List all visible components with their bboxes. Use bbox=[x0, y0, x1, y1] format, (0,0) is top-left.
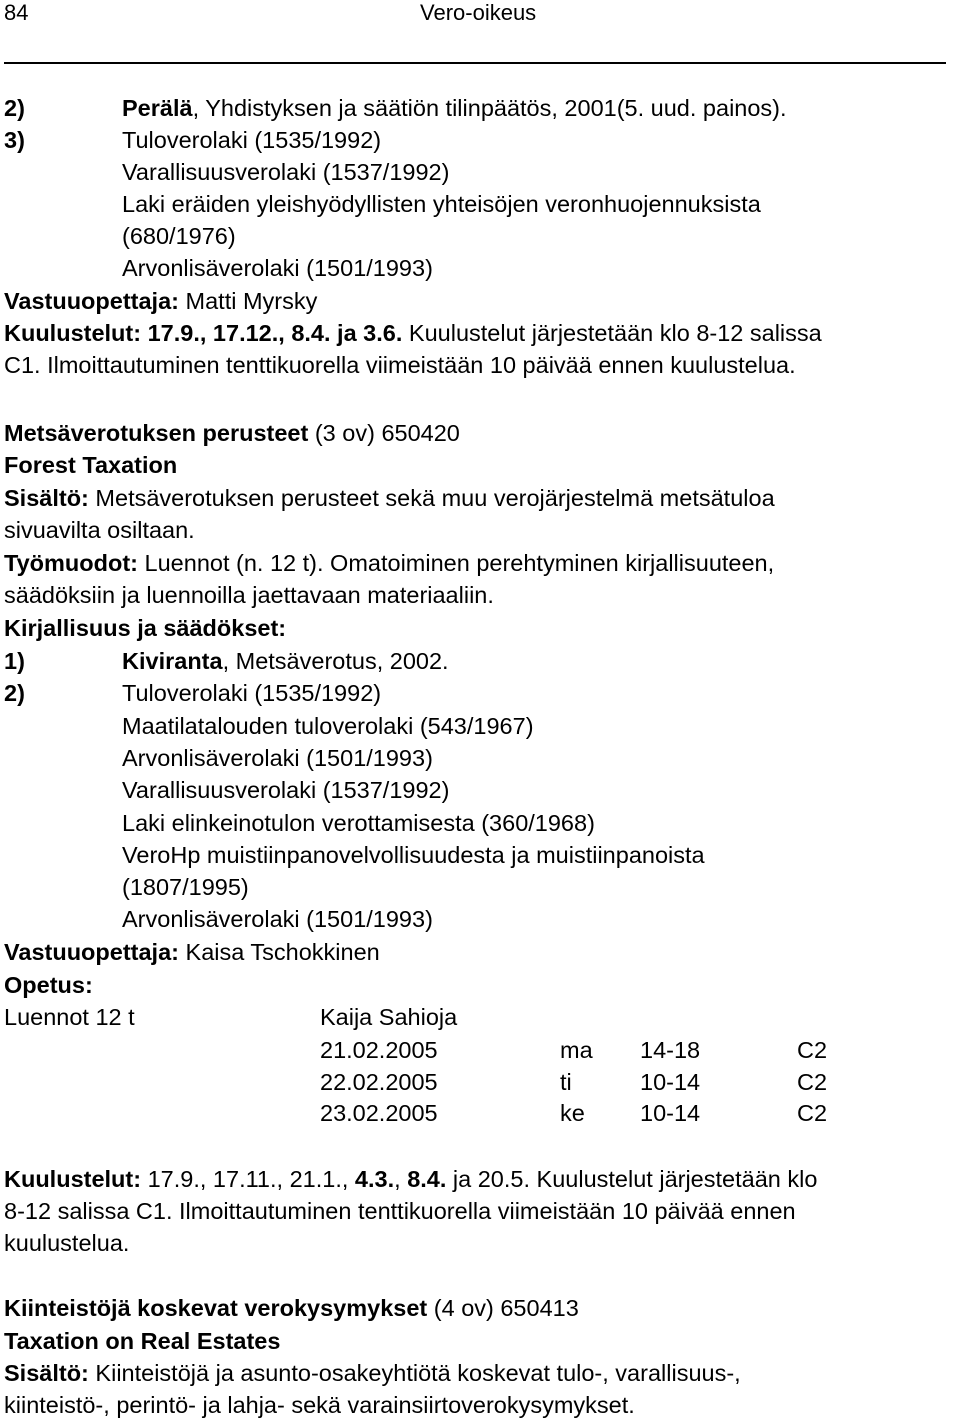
schedule-date: 22.02.2005 bbox=[320, 1069, 438, 1095]
schedule-time: 10-14 bbox=[640, 1100, 701, 1126]
course-english-title: Forest Taxation bbox=[4, 452, 178, 478]
course-methods-line: säädöksiin ja luennoilla jaettavaan materiaaliin. bbox=[4, 582, 494, 608]
schedule-date: 21.02.2005 bbox=[320, 1037, 438, 1063]
ref-number: 1) bbox=[4, 648, 25, 674]
schedule-room: C2 bbox=[797, 1069, 828, 1095]
exam-info-line: C1. Ilmoittautuminen tenttikuorella viimeistään 10 päivää ennen kuulustelua. bbox=[4, 352, 796, 378]
law-item: Tuloverolaki (1535/1992) bbox=[122, 127, 382, 153]
law-item: VeroHp muistiinpanovelvollisuudesta ja muistiinpanoista bbox=[122, 842, 705, 868]
ref-number: 3) bbox=[4, 127, 25, 153]
law-item: Laki elinkeinotulon verottamisesta (360/1968) bbox=[122, 810, 595, 836]
responsible-teacher: Vastuuopettaja: Kaisa Tschokkinen bbox=[4, 939, 380, 965]
law-item: Maatilatalouden tuloverolaki (543/1967) bbox=[122, 713, 534, 739]
ref-number: 2) bbox=[4, 95, 25, 121]
course-methods: Työmuodot: Luennot (n. 12 t). Omatoiminen perehtyminen kirjallisuuteen, bbox=[4, 550, 775, 576]
lectures-label: Luennot 12 t bbox=[4, 1004, 135, 1030]
page-header bbox=[0, 0, 960, 64]
schedule-day: ke bbox=[560, 1100, 585, 1126]
exam-info: Kuulustelut: 17.9., 17.12., 8.4. ja 3.6. Kuulustelut järjestetään klo 8-12 salissa bbox=[4, 320, 822, 346]
schedule-room: C2 bbox=[797, 1037, 828, 1063]
law-item: Varallisuusverolaki (1537/1992) bbox=[122, 777, 450, 803]
course-title: Kiinteistöjä koskevat verokysymykset (4 ov) 650413 bbox=[4, 1295, 579, 1321]
exam-info-line: kuulustelua. bbox=[4, 1230, 130, 1256]
law-item: Arvonlisäverolaki (1501/1993) bbox=[122, 255, 433, 281]
course-content: Sisältö: Kiinteistöjä ja asunto-osakeyhtiötä koskevat tulo-, varallisuus-, bbox=[4, 1360, 741, 1386]
law-item: (680/1976) bbox=[122, 223, 236, 249]
reference-item: Kiviranta, Metsäverotus, 2002. bbox=[122, 648, 449, 674]
exam-info: Kuulustelut: 17.9., 17.11., 21.1., 4.3., 8.4. ja 20.5. Kuulustelut järjestetään klo bbox=[4, 1166, 818, 1192]
law-item: Arvonlisäverolaki (1501/1993) bbox=[122, 906, 433, 932]
exam-info-line: 8-12 salissa C1. Ilmoittautuminen tenttikuorella viimeistään 10 päivää ennen bbox=[4, 1198, 796, 1224]
ref-number: 2) bbox=[4, 680, 25, 706]
law-item: Tuloverolaki (1535/1992) bbox=[122, 680, 382, 706]
course-content: Sisältö: Metsäverotuksen perusteet sekä muu verojärjestelmä metsätuloa bbox=[4, 485, 775, 511]
schedule-date: 23.02.2005 bbox=[320, 1100, 438, 1126]
schedule-day: ti bbox=[560, 1069, 572, 1095]
running-title: Vero-oikeus bbox=[420, 0, 537, 25]
course-content-line: sivuavilta osiltaan. bbox=[4, 517, 195, 543]
schedule-time: 14-18 bbox=[640, 1037, 701, 1063]
schedule-day: ma bbox=[560, 1037, 593, 1063]
law-item: Arvonlisäverolaki (1501/1993) bbox=[122, 745, 433, 771]
course-english-title: Taxation on Real Estates bbox=[4, 1328, 281, 1354]
schedule-time: 10-14 bbox=[640, 1069, 701, 1095]
teaching-heading: Opetus: bbox=[4, 972, 93, 998]
reference-item: Perälä, Yhdistyksen ja säätiön tilinpäätös, 2001(5. uud. painos). bbox=[122, 95, 787, 121]
course-title: Metsäverotuksen perusteet (3 ov) 650420 bbox=[4, 420, 460, 446]
course-content-line: kiinteistö-, perintö- ja lahja- sekä varainsiirtoverokysymykset. bbox=[4, 1392, 635, 1418]
law-item: (1807/1995) bbox=[122, 874, 249, 900]
schedule-room: C2 bbox=[797, 1100, 828, 1126]
lecturer-name: Kaija Sahioja bbox=[320, 1004, 458, 1030]
page-number: 84 bbox=[4, 0, 29, 25]
header-rule bbox=[4, 62, 946, 64]
responsible-teacher: Vastuuopettaja: Matti Myrsky bbox=[4, 288, 318, 314]
law-item: Laki eräiden yleishyödyllisten yhteisöjen veronhuojennuksista bbox=[122, 191, 761, 217]
law-item: Varallisuusverolaki (1537/1992) bbox=[122, 159, 450, 185]
literature-heading: Kirjallisuus ja säädökset: bbox=[4, 615, 287, 641]
